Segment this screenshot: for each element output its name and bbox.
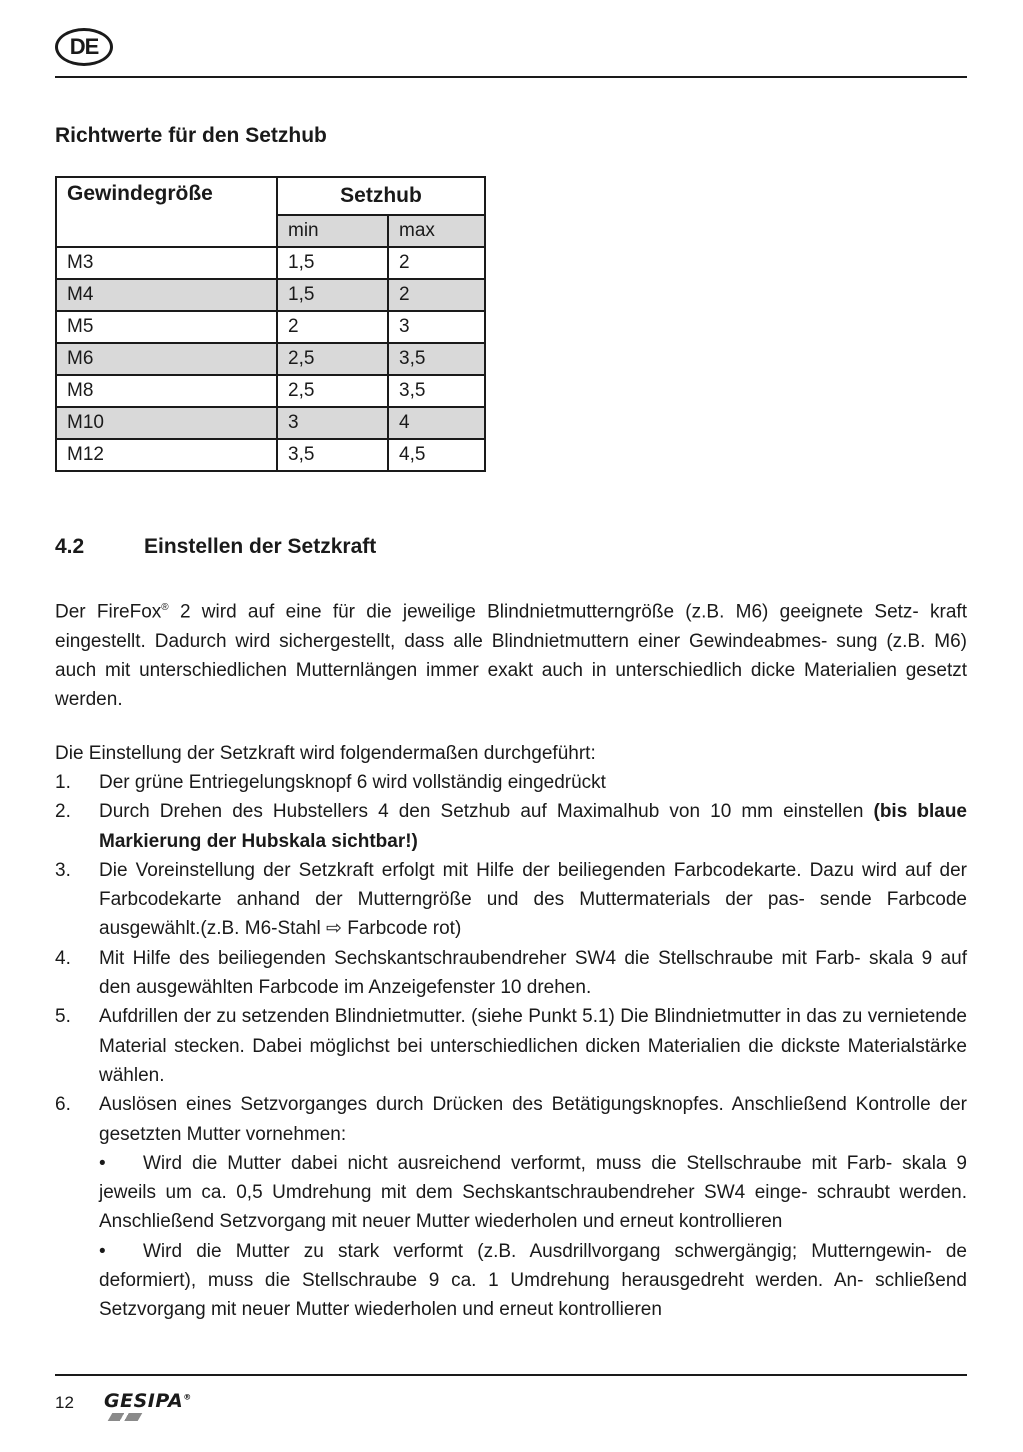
cell-min: 2,5: [277, 343, 388, 375]
procedure-intro: Die Einstellung der Setzkraft wird folgendermaßen durchgeführt:: [55, 743, 596, 764]
column-header-thread-size: Gewindegröße: [56, 177, 277, 247]
table-row: [56, 375, 485, 407]
page-number: 12: [55, 1393, 74, 1412]
step-number: 6.: [55, 1094, 71, 1116]
intro-text-a: Der FireFox: [55, 601, 162, 623]
step-text: Die Voreinstellung der Setzkraft erfolgt mit Hilfe der beiliegenden Farbcodekarte. Dazu wird auf der Farbcodekarte anhand der Mutterngröße und des Muttermaterials der pas- sende Farbcode ausgewählt.(z.B. M6-Stahl ⇨ Farbcode rot): [99, 859, 967, 940]
logo-mark-icon: [108, 1413, 143, 1421]
list-item: [55, 1002, 967, 1090]
cell-max: 4: [388, 407, 485, 439]
cell-max: 3,5: [388, 375, 485, 407]
table-row: [56, 247, 485, 279]
cell-min: 1,5: [277, 247, 388, 279]
step-text: Der grüne Entriegelungsknopf 6 wird vollständig eingedrückt: [99, 772, 606, 793]
step-text: Aufdrillen der zu setzenden Blindnietmutter. (siehe Punkt 5.1) Die Blindnietmutter in das zu vernietende Material stecken. Dabei möglichst bei unterschiedlichen dicken Materialien die dickste Materialstärke wählen.: [99, 1006, 967, 1086]
subheader-min: min: [277, 215, 388, 247]
cell-min: 2: [277, 311, 388, 343]
registered-mark: ®: [161, 602, 169, 613]
logo-text: GESIPA: [104, 1390, 184, 1412]
step-text: Auslösen eines Setzvorganges durch Drücken des Betätigungsknopfes. Anschließend Kontrolle der gesetzten Mutter vornehmen:: [99, 1094, 967, 1145]
table-row: [56, 407, 485, 439]
step-number: 2.: [55, 801, 71, 823]
intro-text-b: 2 wird auf eine für die jeweilige Blindnietmutterngröße (z.B. M6) geeignete Setz- kraft eingestellt. Dadurch wird sichergestellt, dass alle Blindnietmuttern einer Gewindeabmes- sung (z.B. M6) auch mit unterschiedlichen Mutternlängen immer exakt auch in unterschiedlich dicke Materialien gesetzt werden.: [55, 601, 967, 711]
cell-min: 3: [277, 407, 388, 439]
step-text: Mit Hilfe des beiliegenden Sechskantschraubendreher SW4 die Stellschraube mit Farb- skala 9 auf den ausgewählten Farbcode im Anzeigefenster 10 drehen.: [99, 947, 967, 999]
table-heading: Richtwerte für den Setzhub: [55, 124, 327, 147]
column-header-setzhub: Setzhub: [277, 177, 485, 215]
table-row: [56, 311, 485, 343]
list-item: [55, 856, 967, 944]
cell-max: 2: [388, 279, 485, 311]
table-row: [56, 279, 485, 311]
bullet-icon: •: [99, 1240, 106, 1262]
cell-size: M3: [56, 247, 277, 279]
step-number: 5.: [55, 1006, 71, 1028]
bullet-text: Wird die Mutter zu stark verformt (z.B. Ausdrillvorgang schwergängig; Mutterngewin- de deformiert), muss die Stellschraube 9 ca. 1 Umdrehung herausgedreht werden. An- schließend Setzvorgang mit neuer Mutter wiederholen und erneut kontrollieren: [99, 1240, 967, 1321]
section-title: Einstellen der Setzkraft: [144, 535, 377, 558]
intro-paragraph: [55, 593, 967, 715]
step-number: 4.: [55, 947, 71, 969]
header-rule: [55, 76, 967, 78]
cell-size: M6: [56, 343, 277, 375]
section-number: 4.2: [55, 535, 85, 558]
subheader-max: max: [388, 215, 485, 247]
cell-min: 2,5: [277, 375, 388, 407]
setzhub-table: [55, 176, 486, 472]
bullet-item: [99, 1237, 967, 1325]
table-row: [56, 343, 485, 375]
bullet-icon: •: [99, 1152, 106, 1174]
footer-rule: [55, 1374, 967, 1376]
list-item: [55, 797, 967, 856]
table-row: [56, 439, 485, 471]
step-bold-text: (bis blaue Markierung der Hubskala sichtbar!): [99, 801, 968, 852]
cell-size: M10: [56, 407, 277, 439]
cell-min: 1,5: [277, 279, 388, 311]
cell-min: 3,5: [277, 439, 388, 471]
cell-size: M12: [56, 439, 277, 471]
cell-max: 4,5: [388, 439, 485, 471]
logo-registered-mark: ®: [183, 1392, 192, 1402]
cell-size: M8: [56, 375, 277, 407]
section-heading: [55, 535, 376, 559]
step-number: 3.: [55, 859, 71, 881]
procedure-steps: [55, 768, 967, 1325]
cell-max: 3: [388, 311, 485, 343]
language-badge: DE: [55, 28, 113, 66]
list-item: [55, 1090, 967, 1324]
bullet-item: [99, 1149, 967, 1237]
step-text: Durch Drehen des Hubstellers 4 den Setzhub auf Maximalhub von 10 mm einstellen: [99, 801, 874, 823]
cell-size: M5: [56, 311, 277, 343]
cell-size: M4: [56, 279, 277, 311]
cell-max: 3,5: [388, 343, 485, 375]
table-header-row: [56, 177, 485, 215]
bullet-text: Wird die Mutter dabei nicht ausreichend verformt, muss die Stellschraube mit Farb- skala 9 jeweils um ca. 0,5 Umdrehung mit dem Sechskantschraubendreher SW4 einge- schraubt werden. Anschließend Setzvorgang mit neuer Mutter wiederholen und erneut kontrollieren: [99, 1152, 967, 1233]
gesipa-logo: [104, 1390, 192, 1412]
cell-max: 2: [388, 247, 485, 279]
list-item: [55, 944, 967, 1003]
step-number: 1.: [55, 772, 71, 793]
list-item: [55, 768, 967, 797]
